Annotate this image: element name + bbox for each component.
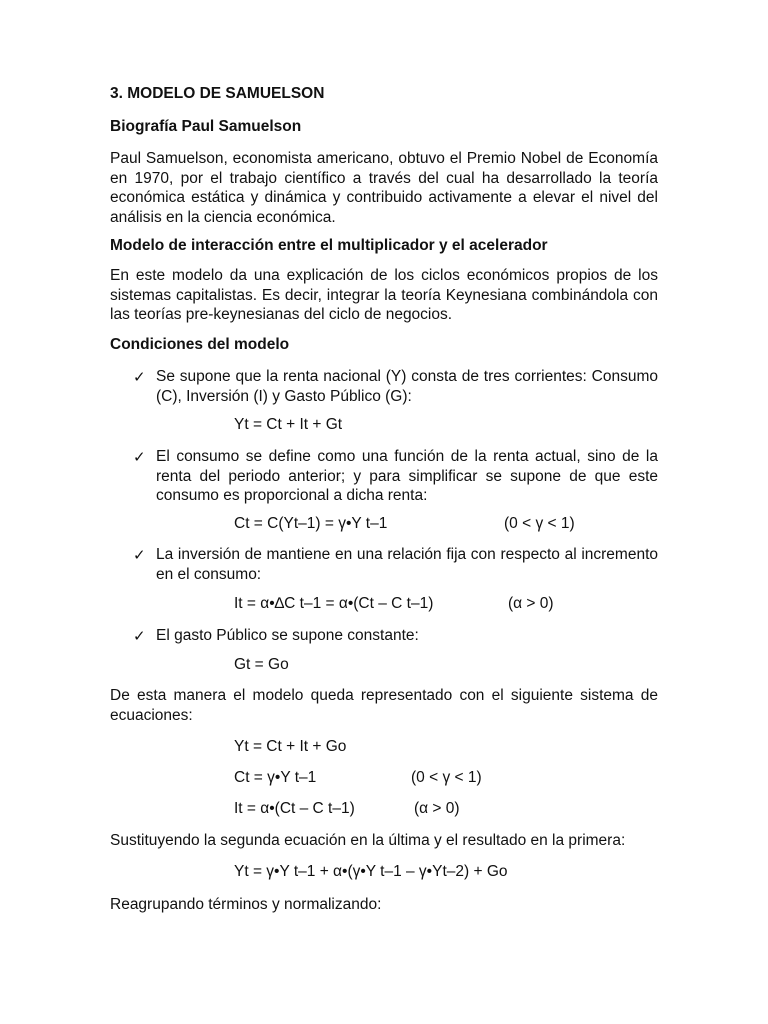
system-equation: It = α•(Ct – C t–1) bbox=[234, 800, 355, 817]
condition-text: La inversión de mantiene en una relación fija con respecto al incremento en el consumo: bbox=[156, 546, 658, 583]
condition-equation: Ct = C(Yt–1) = γ•Y t–1 bbox=[234, 515, 388, 532]
condition-equation: It = α•∆C t–1 = α•(Ct – C t–1) bbox=[234, 595, 434, 612]
substitution-equation: Yt = γ•Y t–1 + α•(γ•Y t–1 – γ•Yt–2) + Go bbox=[234, 863, 508, 880]
bio-heading: Biografía Paul Samuelson bbox=[110, 118, 302, 135]
condition-equation: Yt = Ct + It + Gt bbox=[234, 416, 343, 433]
system-equation: Yt = Ct + It + Go bbox=[234, 738, 347, 755]
check-icon: ✓ bbox=[133, 627, 146, 645]
section-title: 3. MODELO DE SAMUELSON bbox=[110, 85, 325, 102]
condition-equation: Gt = Go bbox=[234, 656, 289, 673]
regroup-text: Reagrupando términos y normalizando: bbox=[110, 896, 382, 913]
model-paragraph: En este modelo da una explicación de los ciclos económicos propios de los sistemas capitalistas. Es decir, integrar la teoría Keynesiana combinándola con las teorías pre-keynesianas del ciclo de negocios. bbox=[110, 267, 658, 324]
condition-text: El consumo se define como una función de la renta actual, sino de la renta del periodo anterior; y para simplificar se supone de que este consumo es proporcional a dicha renta: bbox=[156, 448, 658, 505]
condition-constraint: (α > 0) bbox=[508, 595, 554, 612]
bio-paragraph: Paul Samuelson, economista americano, obtuvo el Premio Nobel de Economía en 1970, por el trabajo científico a través del cual ha desarrollado la teoría económica estática y dinámica y contribuido activamente a elevar el nivel del análisis en la ciencia económica. bbox=[110, 150, 658, 226]
system-constraint: (α > 0) bbox=[414, 800, 460, 817]
system-intro: De esta manera el modelo queda representado con el siguiente sistema de ecuaciones: bbox=[110, 687, 658, 724]
condition-constraint: (0 < γ < 1) bbox=[504, 515, 575, 532]
condition-text: Se supone que la renta nacional (Y) consta de tres corrientes: Consumo (C), Inversión (I) y Gasto Público (G): bbox=[156, 368, 658, 405]
condition-text: El gasto Público se supone constante: bbox=[156, 627, 419, 644]
substitution-text: Sustituyendo la segunda ecuación en la última y el resultado en la primera: bbox=[110, 832, 626, 849]
check-icon: ✓ bbox=[133, 448, 146, 466]
model-heading: Modelo de interacción entre el multiplicador y el acelerador bbox=[110, 237, 548, 254]
check-icon: ✓ bbox=[133, 368, 146, 386]
system-constraint: (0 < γ < 1) bbox=[411, 769, 482, 786]
system-equation: Ct = γ•Y t–1 bbox=[234, 769, 317, 786]
check-icon: ✓ bbox=[133, 546, 146, 564]
conditions-heading: Condiciones del modelo bbox=[110, 336, 290, 353]
